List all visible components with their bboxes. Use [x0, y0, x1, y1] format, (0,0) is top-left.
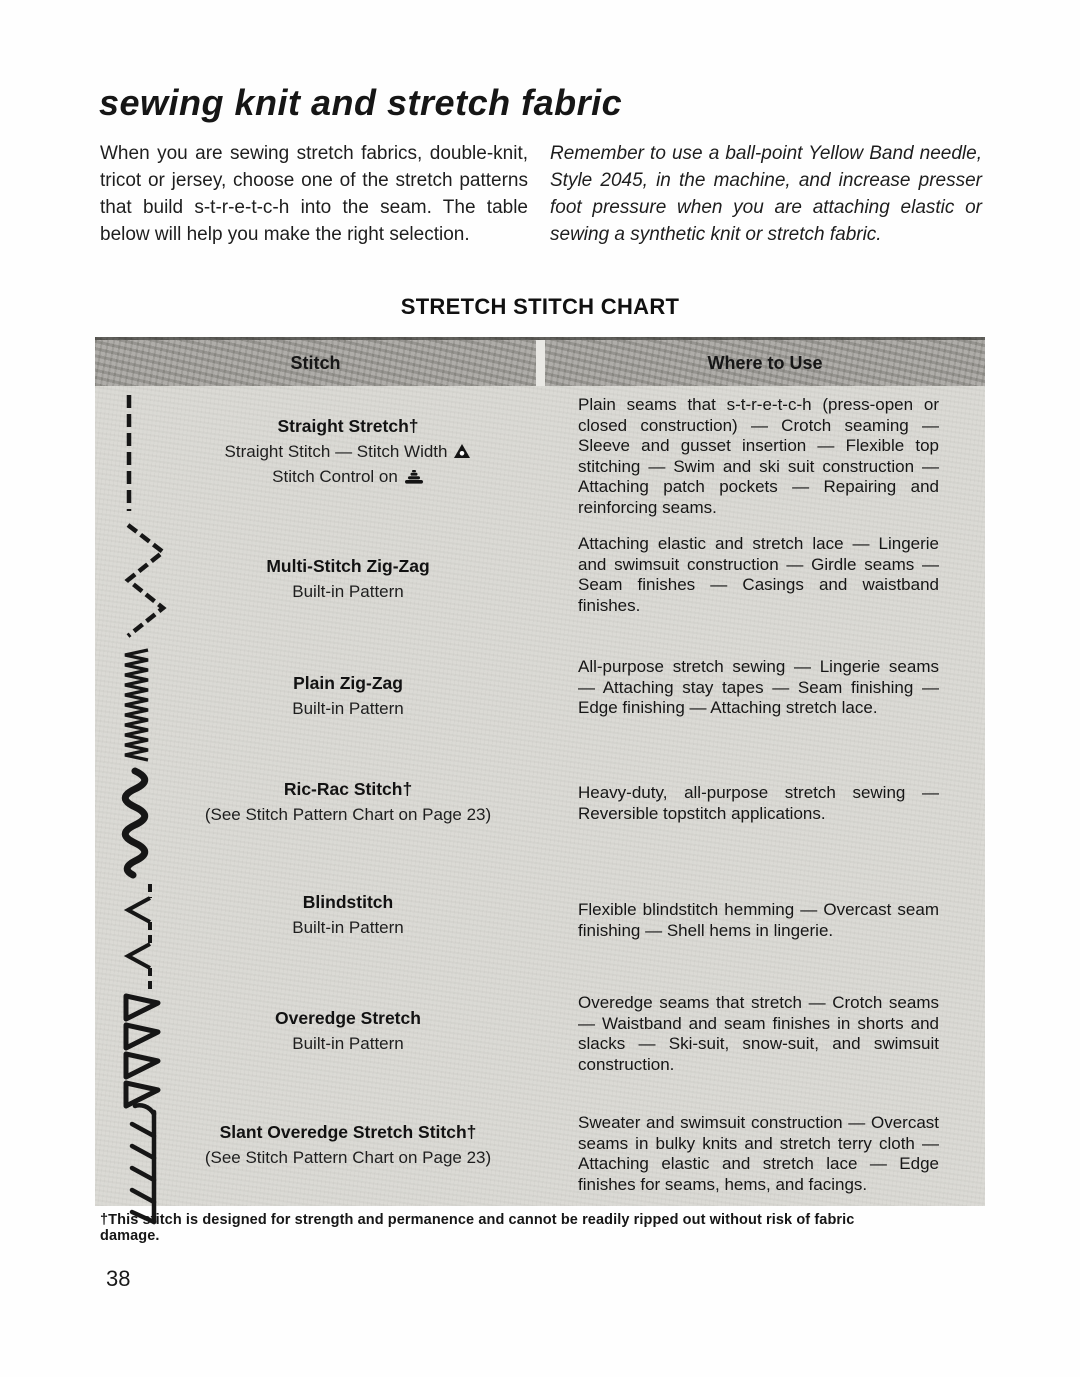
stitch-detail: Built-in Pattern: [292, 699, 404, 718]
stitch-detail: Built-in Pattern: [292, 1034, 404, 1053]
stitch-detail: Straight Stitch — Stitch Width: [181, 440, 515, 465]
stitch-description: [181, 516, 545, 641]
table-row: [95, 516, 985, 641]
where-to-use-cell: [545, 386, 985, 516]
plain-zigzag-icon: [119, 641, 181, 761]
stitch-cell: [95, 386, 545, 516]
intro-paragraph-right: Remember to use a ball-point Yellow Band needle, Style 2045, in the machine, and increase presser foot pressure when you are attaching elastic or sewing a synthetic knit or stretch fabric.: [550, 143, 982, 245]
where-to-use-text: Overedge seams that stretch — Crotch seams — Waistband and seam finishes in shorts and slacks — Ski-suit, snow-suit, and swimsuit construction.: [578, 993, 939, 1074]
where-to-use-text: All-purpose stretch sewing — Lingerie seams — Attaching stay tapes — Seam finishing — Edge finishing — Attaching stretch lace.: [578, 657, 939, 717]
stitch-description: [181, 876, 545, 986]
footnote: †This stitch is designed for strength and permanence and cannot be readily ripped out without risk of fabric damage.: [100, 1212, 855, 1244]
stitch-name: Overedge Stretch: [275, 1008, 421, 1028]
where-to-use-cell: [545, 1096, 985, 1206]
stitch-cell: [95, 641, 545, 761]
table-row: [95, 386, 985, 516]
page-title: sewing knit and stretch fabric: [99, 82, 623, 123]
table-row: [95, 761, 985, 876]
straight-stretch-stitch-icon: [119, 386, 181, 516]
stitch-control-knob-icon: [404, 467, 424, 490]
stitch-detail: Built-in Pattern: [292, 918, 404, 937]
table-row: [95, 1096, 985, 1206]
stitch-name: Ric-Rac Stitch†: [283, 779, 413, 799]
stitch-detail: Stitch Control on: [181, 465, 515, 490]
where-to-use-cell: [545, 876, 985, 986]
where-to-use-cell: [545, 516, 985, 641]
where-to-use-cell: [545, 641, 985, 761]
where-to-use-text: Heavy-duty, all-purpose stretch sewing — Reversible topstitch applications.: [578, 783, 939, 823]
stitch-cell: [95, 1096, 545, 1206]
stitch-width-selector-icon: [453, 442, 471, 465]
stitch-cell: [95, 876, 545, 986]
table-body: [95, 386, 985, 1206]
table-row: [95, 641, 985, 761]
stitch-name: Straight Stretch†: [277, 416, 419, 436]
column-header-stitch: Stitch: [95, 340, 545, 386]
chart-title: STRETCH STITCH CHART: [400, 294, 680, 319]
overedge-stretch-icon: [119, 986, 181, 1096]
intro-paragraph-left: When you are sewing stretch fabrics, double-knit, tricot or jersey, choose one of the stretch patterns that build s-t-r-e-t-c-h into the seam. The table below will help you make the right selection.: [100, 143, 528, 245]
stitch-description: [181, 1096, 545, 1206]
stitch-name: Plain Zig-Zag: [293, 673, 403, 693]
stitch-cell: [95, 986, 545, 1096]
column-header-where-to-use: Where to Use: [707, 352, 823, 373]
stitch-description: [181, 761, 545, 876]
multi-stitch-zigzag-icon: [119, 516, 181, 641]
blindstitch-icon: [119, 876, 181, 986]
stretch-stitch-chart: [95, 337, 985, 1203]
ric-rac-stitch-icon: [119, 761, 181, 876]
where-to-use-text: Plain seams that s-t-r-e-t-c-h (press-open or closed construction) — Crotch seaming — Sleeve and gusset insertion — Flexible top stitching — Swim and ski suit construction — Attaching patch pockets — Repairing and reinforcing seams.: [578, 395, 939, 517]
stitch-description: [181, 386, 545, 516]
stitch-cell: [95, 516, 545, 641]
stitch-name: Slant Overedge Stretch Stitch†: [219, 1122, 477, 1142]
where-to-use-text: Flexible blindstitch hemming — Overcast seam finishing — Shell hems in lingerie.: [578, 900, 939, 940]
stitch-cell: [95, 761, 545, 876]
stitch-detail: (See Stitch Pattern Chart on Page 23): [204, 805, 492, 824]
stitch-name: Blindstitch: [302, 892, 394, 912]
stitch-description: [181, 986, 545, 1096]
stitch-detail: Built-in Pattern: [292, 582, 404, 601]
intro-section: [100, 140, 982, 248]
where-to-use-cell: [545, 761, 985, 876]
where-to-use-text: Sweater and swimsuit construction — Overcast seams in bulky knits and stretch terry cloth — Attaching elastic and stretch lace — Edge finishes for seams, hems, and facings.: [578, 1113, 939, 1194]
stitch-name: Multi-Stitch Zig-Zag: [266, 556, 430, 576]
table-header: [95, 337, 985, 386]
where-to-use-cell: [545, 986, 985, 1096]
page-number: 38: [106, 1266, 131, 1291]
stitch-description: [181, 641, 545, 761]
table-row: [95, 986, 985, 1096]
stitch-detail: (See Stitch Pattern Chart on Page 23): [204, 1148, 492, 1167]
table-row: [95, 876, 985, 986]
where-to-use-text: Attaching elastic and stretch lace — Lingerie and swimsuit construction — Girdle seams — Seam finishes — Casings and waistband finishes.: [578, 534, 939, 615]
slant-overedge-stretch-icon: [119, 1096, 181, 1206]
